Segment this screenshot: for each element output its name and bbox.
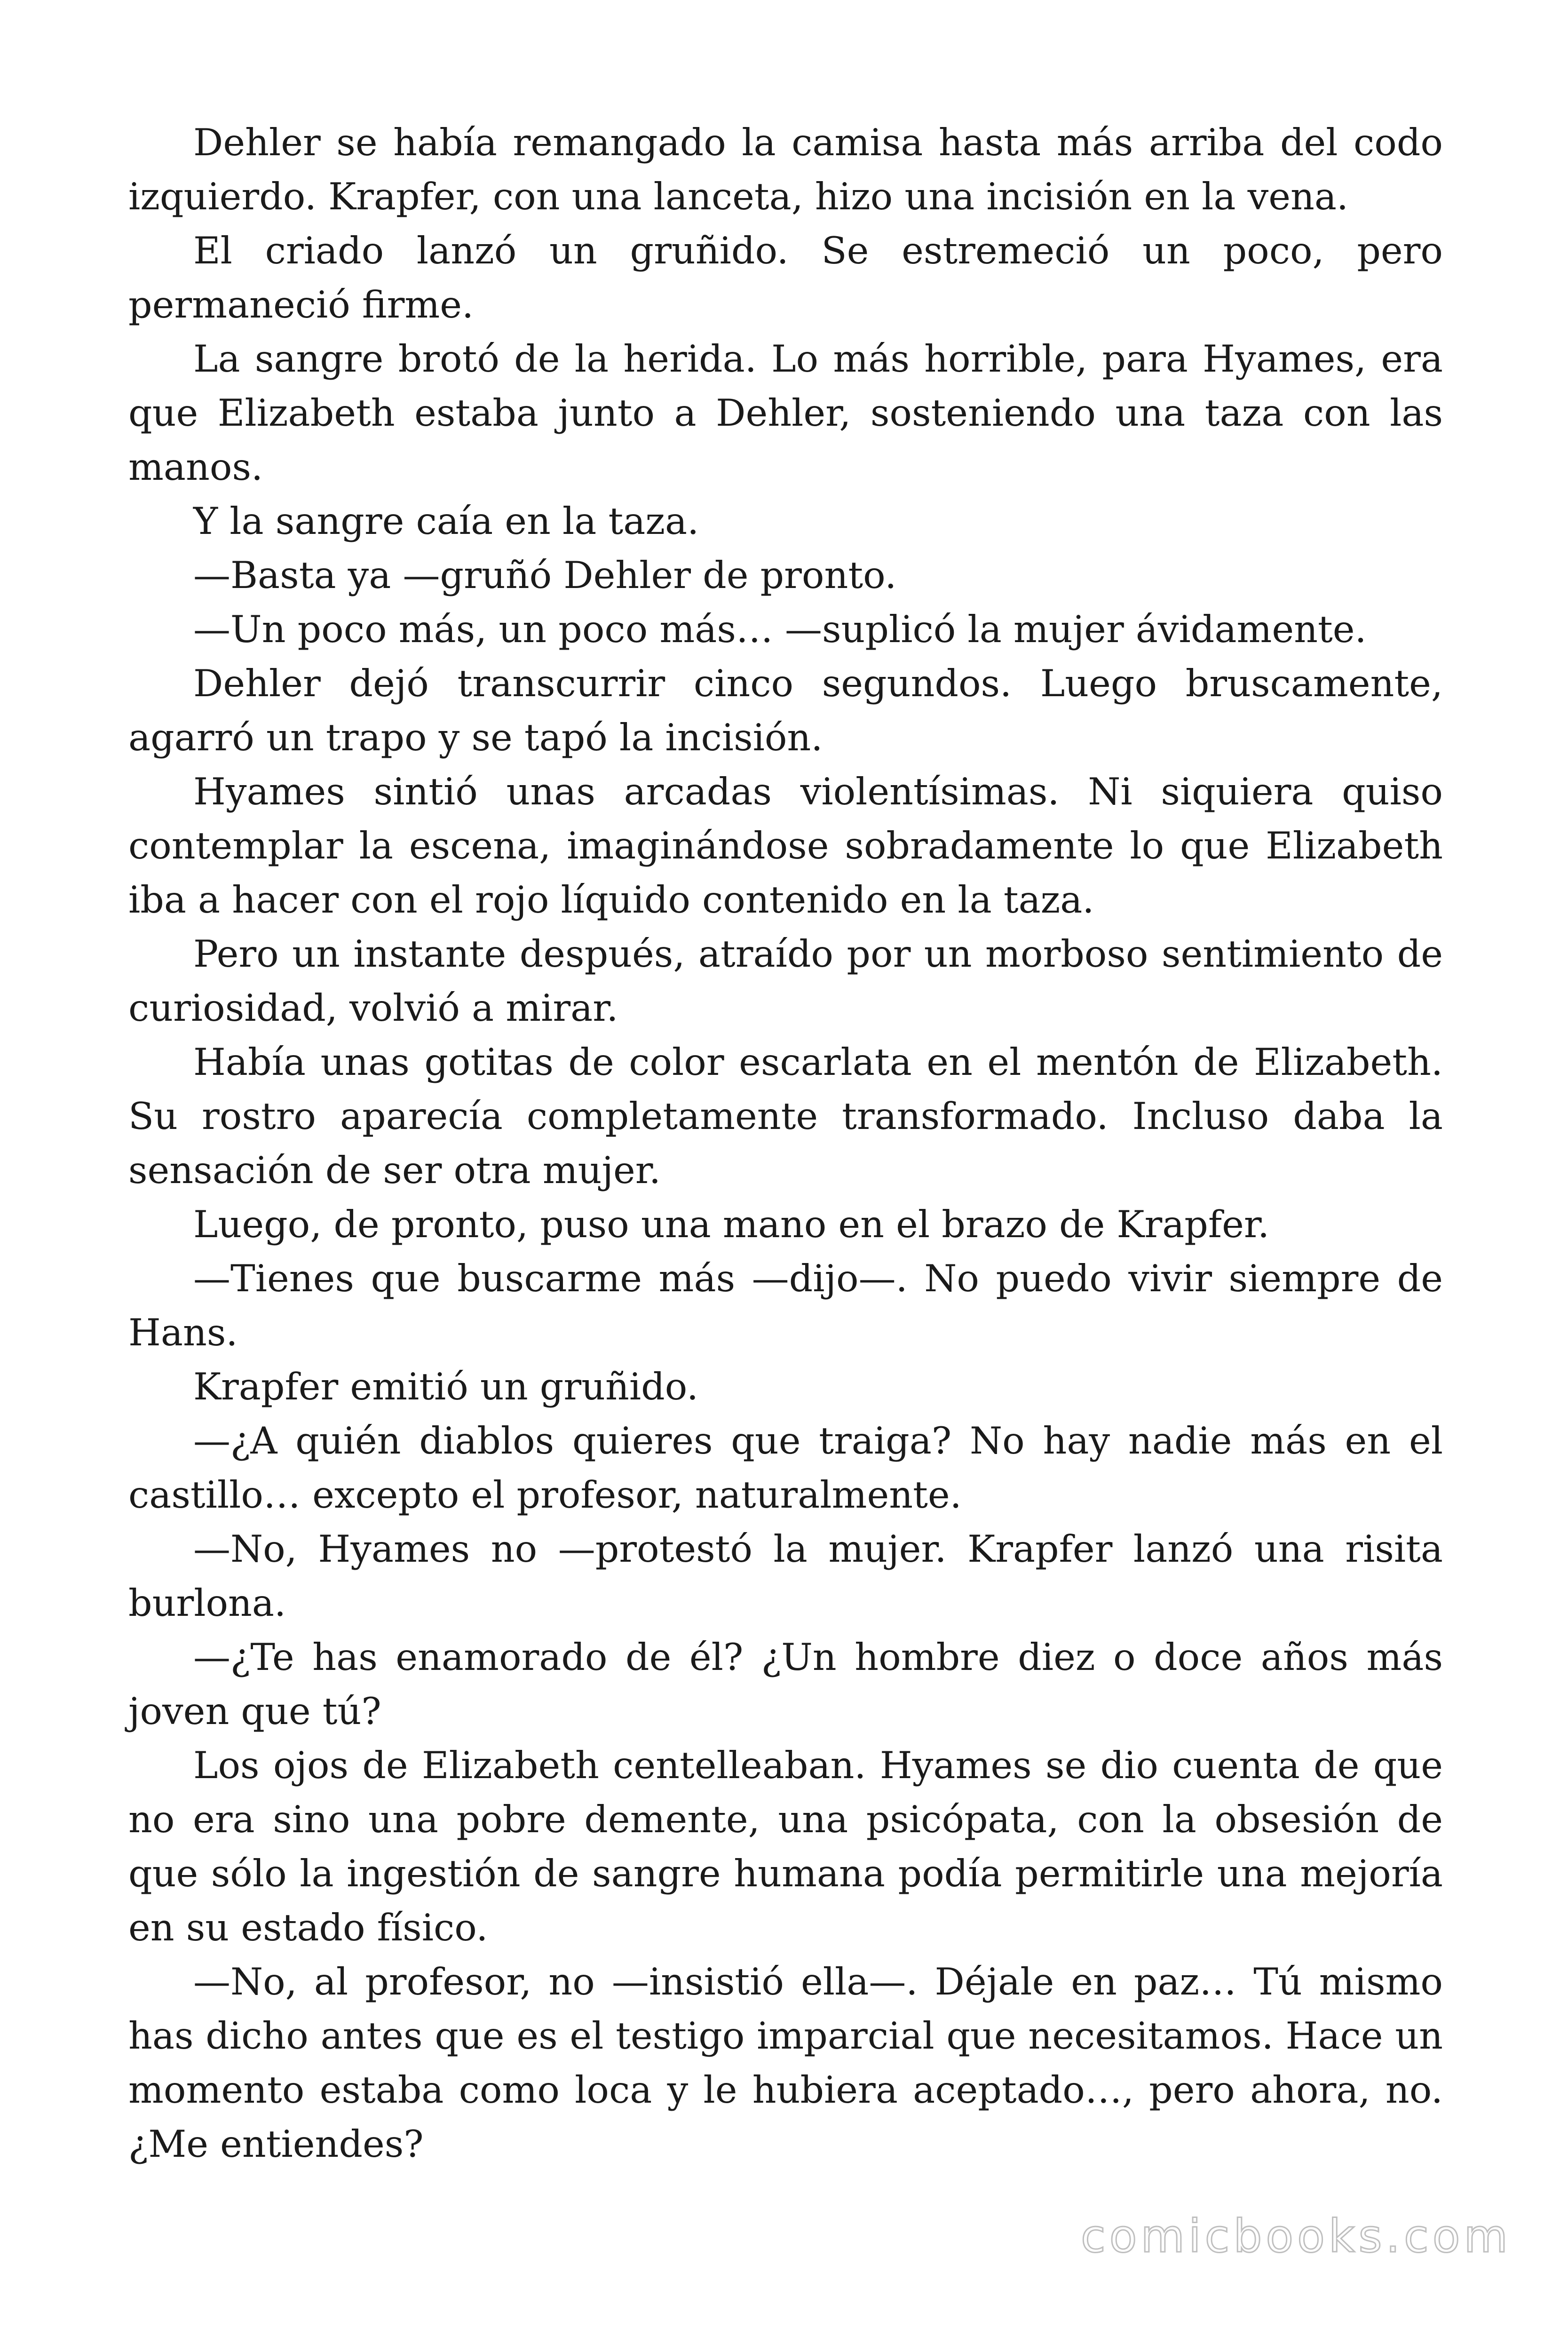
paragraph: Dehler se había remangado la camisa hasta más arriba del codo izquierdo. Krapfer, con una lanceta, hizo una incisión en la vena. (128, 121, 1443, 218)
paragraph: —Tienes que buscarme más —dijo—. No puedo vivir siempre de Hans. (128, 1257, 1443, 1354)
paragraph: —Basta ya —gruñó Dehler de pronto. (193, 554, 897, 597)
paragraph: Dehler dejó transcurrir cinco segundos. Luego bruscamente, agarró un trapo y se tapó la incisión. (128, 662, 1443, 759)
paragraph: Y la sangre caía en la taza. (193, 500, 699, 543)
paragraph: —¿Te has enamorado de él? ¿Un hombre diez o doce años más joven que tú? (128, 1636, 1443, 1733)
paragraph: Krapfer emitió un gruñido. (193, 1365, 699, 1408)
paragraph: —No, al profesor, no —insistió ella—. Déjale en paz… Tú mismo has dicho antes que es el testigo imparcial que necesitamos. Hace un momento estaba como loca y le hubiera aceptado…, pero ahora, no. ¿Me entiendes? (128, 1960, 1443, 2166)
paragraph: —Un poco más, un poco más… —suplicó la mujer ávidamente. (193, 608, 1367, 651)
paragraph: Luego, de pronto, puso una mano en el brazo de Krapfer. (193, 1203, 1270, 1246)
paragraph: Había unas gotitas de color escarlata en el mentón de Elizabeth. Su rostro aparecía completamente transformado. Incluso daba la sensación de ser otra mujer. (128, 1041, 1443, 1192)
paragraph: La sangre brotó de la herida. Lo más horrible, para Hyames, era que Elizabeth estaba junto a Dehler, sosteniendo una taza con las manos. (128, 337, 1443, 489)
paragraph: Pero un instante después, atraído por un morboso sentimiento de curiosidad, volvió a mirar. (128, 932, 1443, 1030)
paragraph: Los ojos de Elizabeth centelleaban. Hyames se dio cuenta de que no era sino una pobre demente, una psicópata, con la obsesión de que sólo la ingestión de sangre humana podía permitirle una mejoría en su estado físico. (128, 1744, 1443, 1949)
page-body (128, 116, 1443, 2171)
paragraph: —No, Hyames no —protestó la mujer. Krapfer lanzó una risita burlona. (128, 1527, 1443, 1625)
paragraph: —¿A quién diablos quieres que traiga? No hay nadie más en el castillo… excepto el profesor, naturalmente. (128, 1419, 1443, 1517)
paragraph: El criado lanzó un gruñido. Se estremeció un poco, pero permaneció firme. (128, 229, 1443, 326)
watermark: comicbooks.com (1080, 2210, 1512, 2263)
paragraph: Hyames sintió unas arcadas violentísimas. Ni siquiera quiso contemplar la escena, imaginándose sobradamente lo que Elizabeth iba a hacer con el rojo líquido contenido en la taza. (128, 770, 1443, 922)
